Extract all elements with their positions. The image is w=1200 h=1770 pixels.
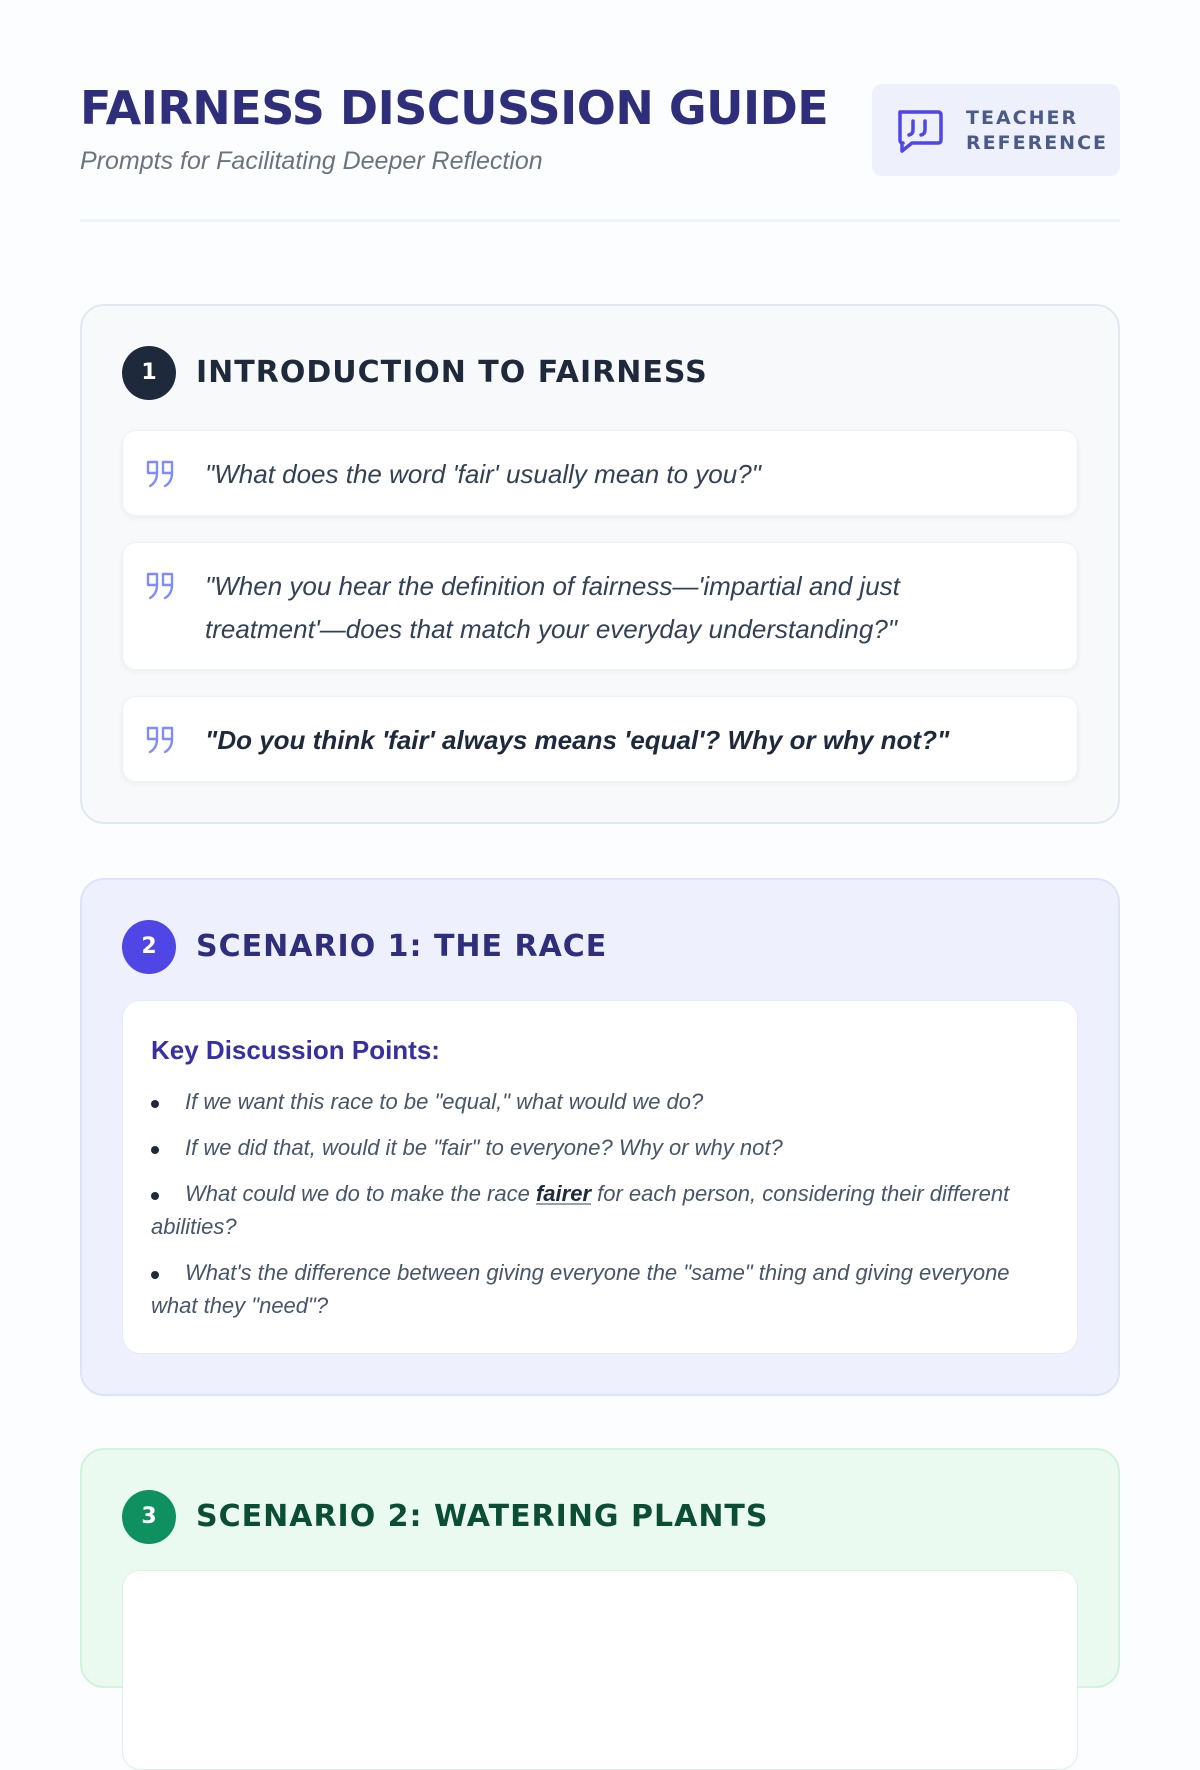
prompt-text: "What does the word 'fair' usually mean to you?" — [205, 459, 761, 489]
list-item: If we did that, would it be "fair" to everyone? Why or why not? — [151, 1131, 1031, 1164]
page-title: FAIRNESS DISCUSSION GUIDE — [80, 81, 829, 135]
teacher-reference-badge — [872, 84, 1120, 176]
page — [80, 0, 1120, 1534]
scenario-card — [122, 1570, 1078, 1770]
prompt-text: "Do you think 'fair' always means 'equal'? Why or why not?" — [205, 725, 950, 755]
badge-label-line1: TEACHER — [966, 107, 1079, 129]
emphasis-word: fairer — [535, 1181, 592, 1206]
list-item — [151, 1177, 1031, 1243]
header — [80, 0, 1120, 222]
prompt-card — [122, 696, 1078, 782]
section-title: INTRODUCTION TO FAIRNESS — [196, 355, 708, 390]
badge-label — [966, 106, 1116, 156]
list-item: What's the difference between giving everyone the "same" thing and giving everyone what they "need"? — [151, 1256, 1031, 1322]
list-item-text: What could we do to make the race — [185, 1181, 536, 1206]
section-scenario-race — [80, 878, 1120, 1396]
discussion-points-heading: Key Discussion Points: — [151, 1035, 440, 1065]
section-scenario-plants — [80, 1448, 1120, 1688]
list-item-text: for each person, considering their different abilities? — [151, 1181, 1010, 1239]
badge-label-line2: REFERENCE — [966, 132, 1109, 154]
quote-icon — [145, 459, 177, 489]
prompt-card — [122, 430, 1078, 516]
prompt-card — [122, 542, 1078, 670]
quote-icon — [145, 571, 177, 601]
speech-bubble-quote-icon — [894, 106, 944, 156]
section-number-badge: 3 — [122, 1490, 176, 1544]
page-subtitle: Prompts for Facilitating Deeper Reflection — [80, 147, 543, 175]
quote-icon — [145, 725, 177, 755]
section-number-badge: 2 — [122, 920, 176, 974]
section-title: SCENARIO 2: WATERING PLANTS — [196, 1499, 769, 1534]
discussion-points-list — [151, 1085, 1031, 1335]
section-title: SCENARIO 1: THE RACE — [196, 929, 608, 964]
section-introduction — [80, 304, 1120, 824]
list-item: If we want this race to be "equal," what would we do? — [151, 1085, 1031, 1118]
discussion-points-card — [122, 1000, 1078, 1354]
prompt-text: "When you hear the definition of fairness—'impartial and just treatment'—does that match your everyday understanding?" — [205, 571, 900, 644]
section-number-badge: 1 — [122, 346, 176, 400]
